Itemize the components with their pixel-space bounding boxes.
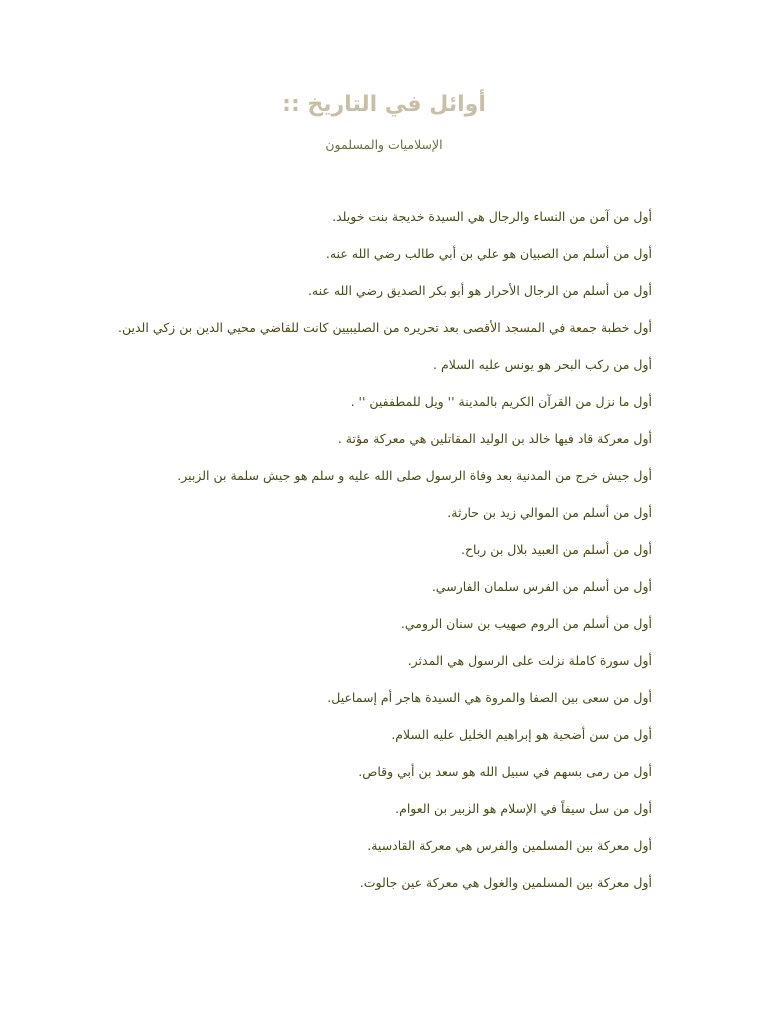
page-subtitle: الإسلاميات والمسلمون <box>325 137 443 152</box>
facts-list <box>112 208 652 911</box>
fact-item: أول من أسلم من العبيد بلال بن رباح. <box>460 542 652 557</box>
fact-item: أول من رمى بسهم في سبيل الله هو سعد بن أبي وقاص. <box>358 764 652 779</box>
fact-item: أول خطبة جمعة في المسجد الأقصى بعد تحريره من الصليبيين كانت للقاضي محيي الدين بن زكي الدين. <box>118 320 652 335</box>
fact-item: أول ما نزل من القرآن الكريم بالمدينة '' ويل للمطففين '' . <box>350 394 652 409</box>
fact-item: أول من سعى بين الصفا والمروة هي السيدة هاجر أم إسماعيل. <box>327 690 652 705</box>
fact-item: أول معركة بين المسلمين والفرس هي معركة القادسية. <box>367 838 652 853</box>
fact-item: أول من آمن من النساء والرجال هي السيدة خديجة بنت خويلد. <box>332 209 652 224</box>
fact-item: أول من أسلم من الفرس سلمان الفارسي. <box>431 579 652 594</box>
fact-item: أول من سن أضحية هو إبراهيم الخليل عليه السلام. <box>391 727 652 742</box>
fact-item: أول من أسلم من الرجال الأحرار هو أبو بكر الصديق رضي الله عنه. <box>307 283 652 298</box>
page-title: أوائل في التاريخ :: <box>282 92 486 117</box>
fact-item: أول من أسلم من الصبيان هو علي بن أبي طالب رضي الله عنه. <box>325 246 652 261</box>
fact-item: أول من سل سيفاً في الإسلام هو الزبير بن العوام. <box>395 801 652 816</box>
fact-item: أول معركة بين المسلمين والغول هي معركة عين جالوت. <box>359 875 652 890</box>
fact-item: أول من ركب البحر هو يونس عليه السلام . <box>433 357 652 372</box>
fact-item: أول معركة قاد فيها خالد بن الوليد المقاتلين هي معركة مؤتة . <box>337 431 652 446</box>
fact-item: أول من أسلم من الروم صهيب بن سنان الرومي. <box>400 616 652 631</box>
fact-item: أول جيش خرج من المدنية بعد وفاة الرسول صلى الله عليه و سلم هو جيش سلمة بن الزبير. <box>177 468 652 483</box>
fact-item: أول من أسلم من الموالي زيد بن حارثة. <box>447 505 652 520</box>
fact-item: أول سورة كاملة نزلت على الرسول هي المدثر. <box>407 653 652 668</box>
